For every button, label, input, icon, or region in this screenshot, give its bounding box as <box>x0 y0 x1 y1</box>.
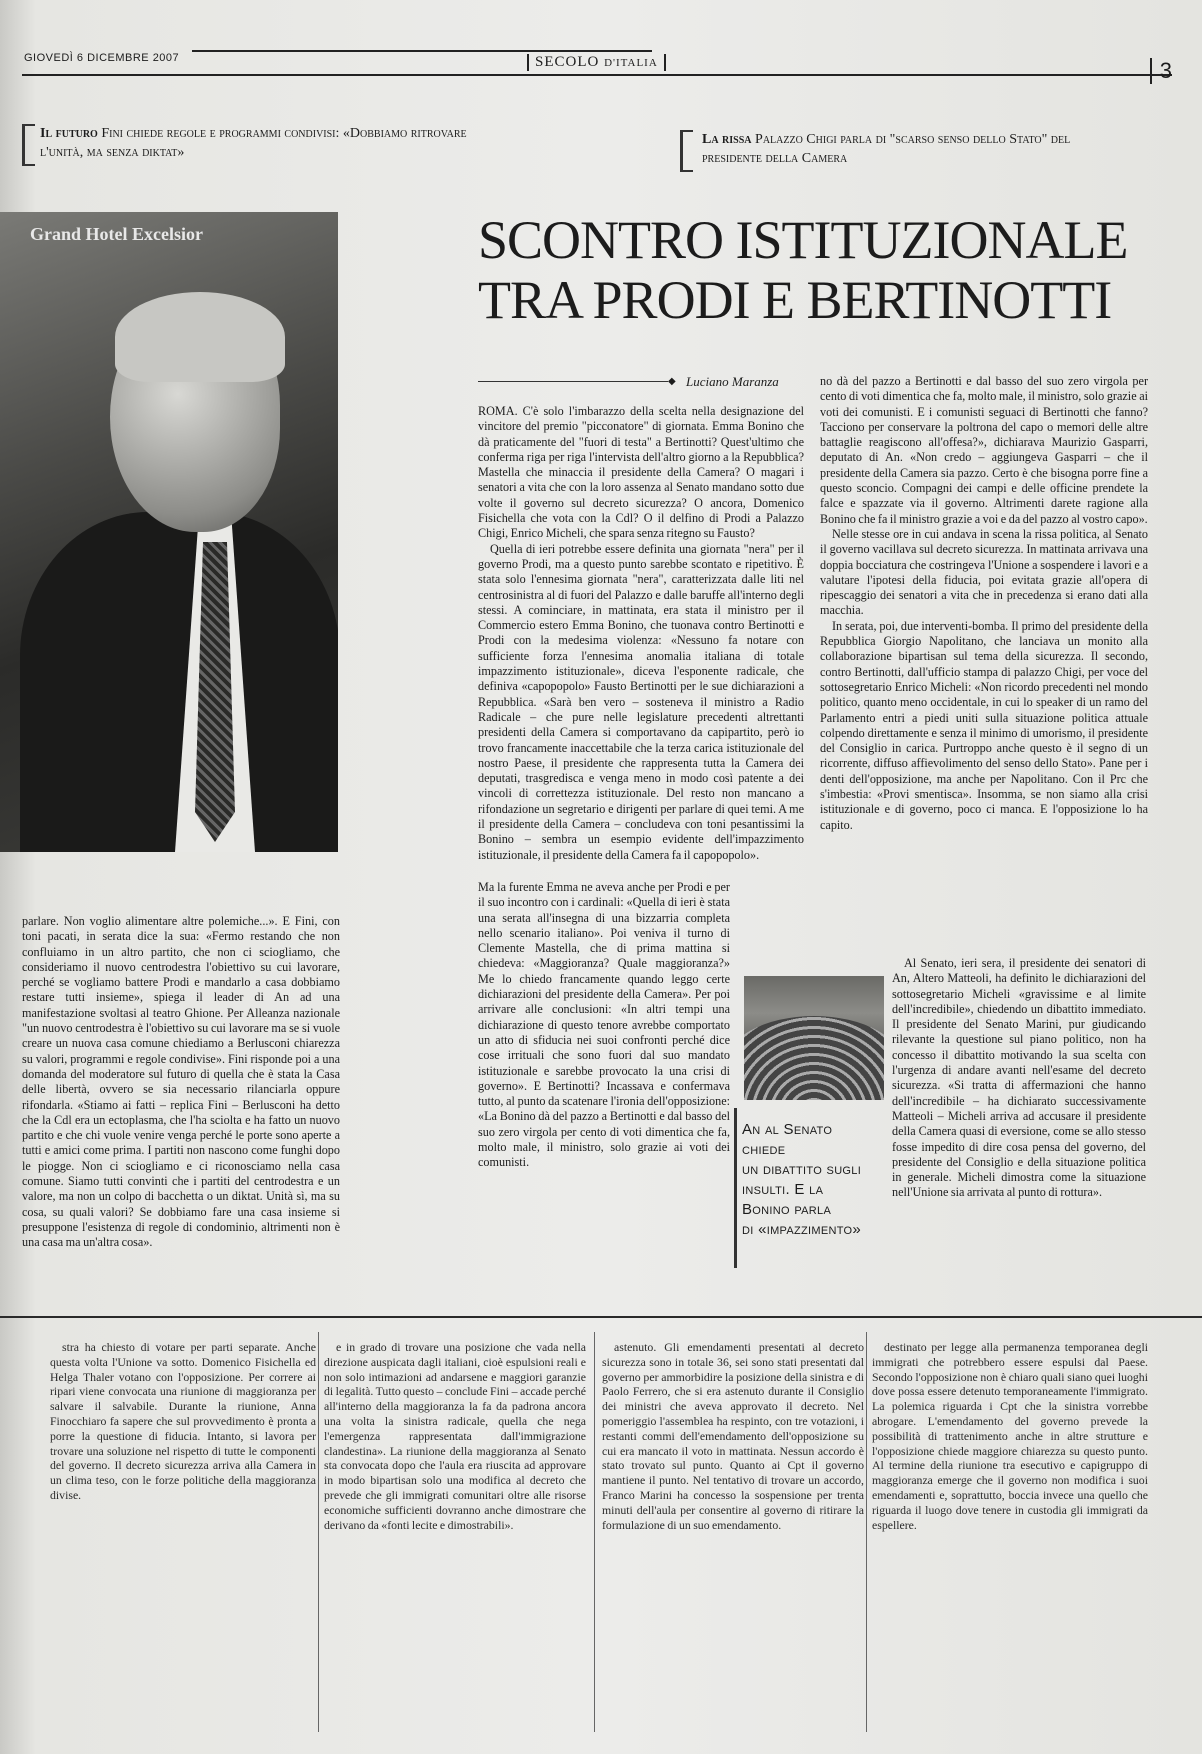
bottom-column-4 <box>872 1340 1148 1740</box>
photo-hair <box>115 292 285 382</box>
page-header <box>22 44 1172 94</box>
paragraph: e in grado di trovare una posizione che vada nella direzione auspicata dagli italiani, cioè espulsioni reali e non solo intimazioni ad andarsene e maggiori garanzie di legalità. Tutto questo – conclude Fini – accade perché all'interno della maggioranza la fa da padrona ancora una volta la sinistra radicale, quella che nega l'emergenza rappresentata dall'immigrazione clandestina». La riunione della maggioranza al Senato sta convocata dopo che l'aula era riuscita ad approvare in modo bipartisan solo una modifica al decreto che prevede che gli immigrati comunitari oltre alle risorse economiche sufficienti dovranno anche dimostrare che derivano da «fonti lecite e dimostrabili». <box>324 1340 586 1532</box>
masthead <box>527 54 666 71</box>
header-rule <box>22 74 1172 76</box>
caption-line: di «impazzimento» <box>742 1221 862 1238</box>
paragraph: Quella di ieri potrebbe essere definita una giornata "nera" per il governo Prodi, ma a questo punto sarebbe scontato e ripetitivo. È stata solo l'ennesima giornata "nera", caratterizzata dalle liti nel centrosinistra al di fuori del Palazzo e dalle baruffe all'interno degli stessi. A cominciare, in mattinata, era stata il ministro per il Commercio estero Emma Bonino, che tuonava contro Bertinotti e Prodi con la medesima violenza: «Nessuno fa notare con sufficiente forza l'ennesima anomalia italiana di totale impazzimento istituzionale», diceva l'esponente radicale, che definiva «capopopolo» Fausto Bertinotti per le sue dichiarazioni a Repubblica. «Sarà ben vero – sosteneva il ministro a Radio Radicale – che pure nelle legislature precedenti altrettanti presidenti della Camera si comportavano da capipartito, però io trovo francamente inaccettabile che la terza carica istituzionale del nostro Paese, il presidente che rappresenta tutta la Camera dei deputati, trasgredisca e venga meno in modo così patente a dei vincoli di correttezza istituzionale. Del resto non mancano a rifondazione un segretario e dirigenti per parlare di quei temi. A me il presidente della Camera – concludeva con toni pesantissimi la Bonino – sembra un esempio evidente dell'impazzimento istituzionale, il presidente della Camera fa il capopopolo». <box>478 541 804 862</box>
column-rule <box>866 1332 867 1732</box>
paragraph: Ma la furente Emma ne aveva anche per Prodi e per il suo incontro con i cardinali: «Quella di ieri è stata una serata all'insegna di una bizzarria completa nello scenario italiano». Poi veniva il turno di Clemente Mastella, che di prima mattina si chiedeva: «Maggioranza? Quale maggioranza?» Me lo chiedo francamente quando leggo certe dichiarazioni del presidente della Camera». Per poi arrivare alle conclusioni: «In altri tempi una dichiarazione di questo tenore avrebbe comportato un atto di sfiducia nei suoi confronti perché dice cose irrituali che sono fuori dal suo mandato istituzionale e sarebbe provocato la una crisi di governo». E Bertinotti? Incassava e confermava tutto, al punto da scatenare l'ironia dell'opposizione: «La Bonino dà del pazzo a Bertinotti e dal basso del suo zero virgola per cento di voti dimentica che fa, molto male, il ministro, solo grazie ai voti dei comunisti. <box>478 880 730 1170</box>
byline-author: Luciano Maranza <box>686 374 779 389</box>
paragraph: no dà del pazzo a Bertinotti e dal basso del suo zero virgola per cento di voti dimentica che fa, molto male, il ministro, solo grazie ai voti dei comunisti. E i comunisti seguaci di Bertinotti che fanno? Tacciono per conservare la poltrona del capo o memori delle altre battaglie reagiscono all'offesa?», dichiarava Maurizio Gasparri, deputato di An. «Non credo – aggiungeva Gasparri – che il presidente della Camera sia pazzo. Certo è che bisogna porre fine a questo sconcio. Compagni dei campi e delle officine prendete la falce e spazzate via il governo. Altrimenti darete ragione alla Bonino che fa il ministro grazie a voi e da del pazzo al vostro capo». <box>820 374 1148 526</box>
photo-fini <box>0 212 338 852</box>
paragraph: Al Senato, ieri sera, il presidente dei senatori di An, Altero Matteoli, ha definito le dichiarazioni del sottosegretario Micheli «gravissime e al limite dell'incredibile», chiedendo un dibattito immediato. Il presidente del Senato Marini, pur giudicando rilevante la questione sul piano politico, non ha concesso il dibattito motivando la sua scelta con l'urgenza di andare avanti nell'esame del decreto sicurezza. «Si tratta di affermazioni che hanno dell'incredibile – ha dichiarato successivamente Matteoli – Micheli arriva ad accusare il presidente della Camera quasi di eversione, come se allo stesso fosse impedito di dire cosa pensa del governo, del presidente del Consiglio e della situazione politica in generale. Micheli dimostra come la situazione nell'Unione sia arrivata al punto di rottura». <box>892 956 1146 1200</box>
caption-bar <box>734 1108 737 1268</box>
paragraph: Nelle stesse ore in cui andava in scena la rissa politica, al Senato il governo vacillava sul decreto sicurezza. In mattinata arrivava una doppia bocciatura che costringeva l'Unione a sospendere i lavori e a valutare l'ipotesi della fiducia, poi evitata grazie all'opera di ripescaggio dei senatori a vita che in precedenza si erano dati alla macchia. <box>820 526 1148 618</box>
header-rule-top <box>192 50 652 52</box>
senate-seats <box>744 1016 884 1100</box>
diamond-icon: ◆ <box>668 376 676 387</box>
paragraph: destinato per legge alla permanenza temporanea degli immigrati che potrebbero essere espulsi dal Paese. Secondo l'opposizione non è chiaro quali siano quei luoghi dove possa essere detenuto temporaneamente l'immigrato. La polemica riguarda i Cpt che la sinistra vorrebbe abrogare. L'emendamento del governo prevede la possibilità di trattenimento anche in altre strutture e l'opposizione chiede maggiore chiarezza su questo punto. Al termine della riunione tra esecutivo e capigruppo di maggioranza emerge che il governo non modifica i suoi emendamenti e, soprattutto, boccia invece una quello che riguarda il luogo dove tenere in custodia gli immigrati da espellere. <box>872 1340 1148 1532</box>
bottom-column-1 <box>50 1340 316 1740</box>
kicker-left-text: Fini chiede regole e programmi condivisi: «Dobbiamo ritrovare l'unità, ma senza diktat» <box>40 126 467 160</box>
kicker-bracket <box>22 124 35 166</box>
paragraph: In serata, poi, due interventi-bomba. Il primo del presidente della Repubblica Giorgio Napolitano, che lanciava un monito alla collaborazione bipartisan sul tema della sicurezza. Il secondo, contro Bertinotti, dall'ufficio stampa di palazzo Chigi, per voce del sottosegretario Enrico Micheli: «Non ricordo precedenti nel mondo politico, quanto meno occidentale, in cui lo speaker di un ramo del Parlamento entri a piedi uniti sulla situazione politica attuale colpendo direttamente e senza il minimo di umorismo, il presidente del Consiglio in carica. Purtroppo anche questo è il segno di un ricorrente, diffuso affievolimento del senso dello Stato». Pane per i denti dell'opposizione, ma anche per Napolitano. Con il Prc che s'imbestia: «Provi smentisca». Insomma, se non siamo alla crisi istituzionale e di governo, poco ci manca. E l'opposizione lo ha capito. <box>820 618 1148 832</box>
caption-line: chiede <box>742 1141 786 1158</box>
paragraph: stra ha chiesto di votare per parti separate. Anche questa volta l'Unione va sotto. Domenico Fisichella ed Helga Thaler votano con l'opposizione. Per correre ai ripari viene convocata una riunione di maggioranza per salvare il salvabile. Durante la riunione, Anna Finocchiaro fa sapere che sul provvedimento è pronta a porre la questione di fiducia. Intanto, si lavora per trovare una soluzione nel rispetto di tutte le componenti del governo. Il decreto sicurezza arriva alla Camera in un clima teso, con le forze politiche della maggioranza divise. <box>50 1340 316 1502</box>
photo-caption <box>742 1120 882 1240</box>
issue-date: GIOVEDÌ 6 DICEMBRE 2007 <box>24 52 180 64</box>
caption-line: insulti. E la <box>742 1181 824 1198</box>
article-column-2b <box>892 956 1146 1302</box>
masthead-title: SECOLO <box>535 54 600 70</box>
kicker-left <box>22 124 480 162</box>
kicker-bracket <box>680 130 693 172</box>
kicker-right-text: Palazzo Chigi parla di "scarso senso dello Stato" del presidente della Camera <box>702 132 1071 166</box>
article-column-2 <box>820 374 1148 952</box>
paragraph: ROMA. C'è solo l'imbarazzo della scelta nella designazione del vincitore del premio "picconatore" di giornata. Emma Bonino che dà praticamente del "fuori di testa" a Bertinotti? Quest'ultimo che conferma riga per riga l'intervista dell'altro giorno a la Repubblica? Mastella che minaccia il presidente della Camera? O magari i senatori a vita che con la loro assenza al Senato mandano sotto due volte il governo sul decreto sicurezza? O ancora, Domenico Fisichella che vota con la Cdl? O il delfino di Prodi a Palazzo Chigi, Enrico Micheli, che spara senza ritegno su Fausto? <box>478 404 804 541</box>
caption-line: Bonino parla <box>742 1201 832 1218</box>
headline-line2: TRA PRODI E BERTINOTTI <box>478 270 1112 330</box>
senate-photo <box>744 976 884 1100</box>
byline-rule <box>478 381 668 382</box>
kicker-right-lead: La rissa <box>702 132 752 147</box>
column-rule <box>594 1332 595 1732</box>
kicker-right <box>680 130 1122 168</box>
article-column-1 <box>478 404 804 880</box>
article-column-left <box>22 914 340 1284</box>
paragraph: astenuto. Gli emendamenti presentati al decreto sicurezza sono in totale 36, sei sono stati presentati dal governo per ammorbidire la posizione della sinistra e di Paolo Ferrero, che si era astenuto durante il Consiglio dei ministri che aveva approvato il decreto. Nel pomeriggio l'assemblea ha respinto, con tre votazioni, i restanti commi dell'emendamento dell'opposizione su cui era mancato il voto in mattinata. Nessun accordo è stato trovato sul punto. Quanto ai Cpt il governo mantiene il punto. Nel tentativo di trovare un accordo, Franco Marini ha concesso la sospensione per trenta minuti dell'aula per consentire al governo di ritirare la formulazione di un suo emendamento. <box>602 1340 864 1532</box>
column-rule <box>318 1332 319 1732</box>
masthead-suffix: D'ITALIA <box>604 57 658 69</box>
bottom-column-3 <box>602 1340 864 1740</box>
page-number: 3 <box>1150 58 1172 84</box>
bottom-column-2 <box>324 1340 586 1740</box>
byline <box>478 374 808 388</box>
caption-line: An al Senato <box>742 1121 833 1138</box>
paragraph: parlare. Non voglio alimentare altre polemiche...». E Fini, con toni pacati, in serata dice la sua: «Fermo restando che non confluiamo in un altro partito, che non ci sciogliamo, che consideriamo il nuovo centrodestra l'obiettivo su cui lavorare, perché se vogliamo battere Prodi e mandarlo a casa dobbiamo restare tutti insieme», spiega il leader di An ad una manifestazione svoltasi al teatro Ghione. Per Alleanza nazionale "un nuovo centrodestra è l'obiettivo su cui lavorare ma se si vuole creare un nuova casa comune chiediamo a Berlusconi chiarezza su valori, programmi e regole condivise». Fini risponde poi a una domanda del moderatore sul futuro di quella che è stata la Casa delle libertà, ovvero se sia necessario rilanciarla oppure rifondarla. «Stiamo ai fatti – replica Fini – Berlusconi ha detto che la Cdl era un ectoplasma, che l'ha sciolta e ha fatto un nuovo partito e che chi vuole venire venga perché le porte sono aperte a tutti e amici come prima. I partiti non nascono come funghi dopo le piogge. Non ci sciogliamo e ci riconosciamo nella casa comune. Siamo tutti convinti che i partiti del centrodestra e un valore, ma non un colpo di bacchetta o un diktat. Unità sì, ma su cosa, su quali valori? Se dobbiamo fare una casa insieme si presuppone l'esistenza di regole di condominio, altrimenti non è una casa ma un'altra cosa». <box>22 914 340 1250</box>
section-separator <box>0 1316 1202 1318</box>
article-column-1b <box>478 880 730 1304</box>
caption-line: un dibattito sugli <box>742 1161 862 1178</box>
headline <box>478 210 1158 330</box>
headline-line1: SCONTRO ISTITUZIONALE <box>478 210 1128 270</box>
photo-sign: Grand Hotel Excelsior <box>30 224 203 244</box>
kicker-left-lead: Il futuro <box>40 126 98 141</box>
